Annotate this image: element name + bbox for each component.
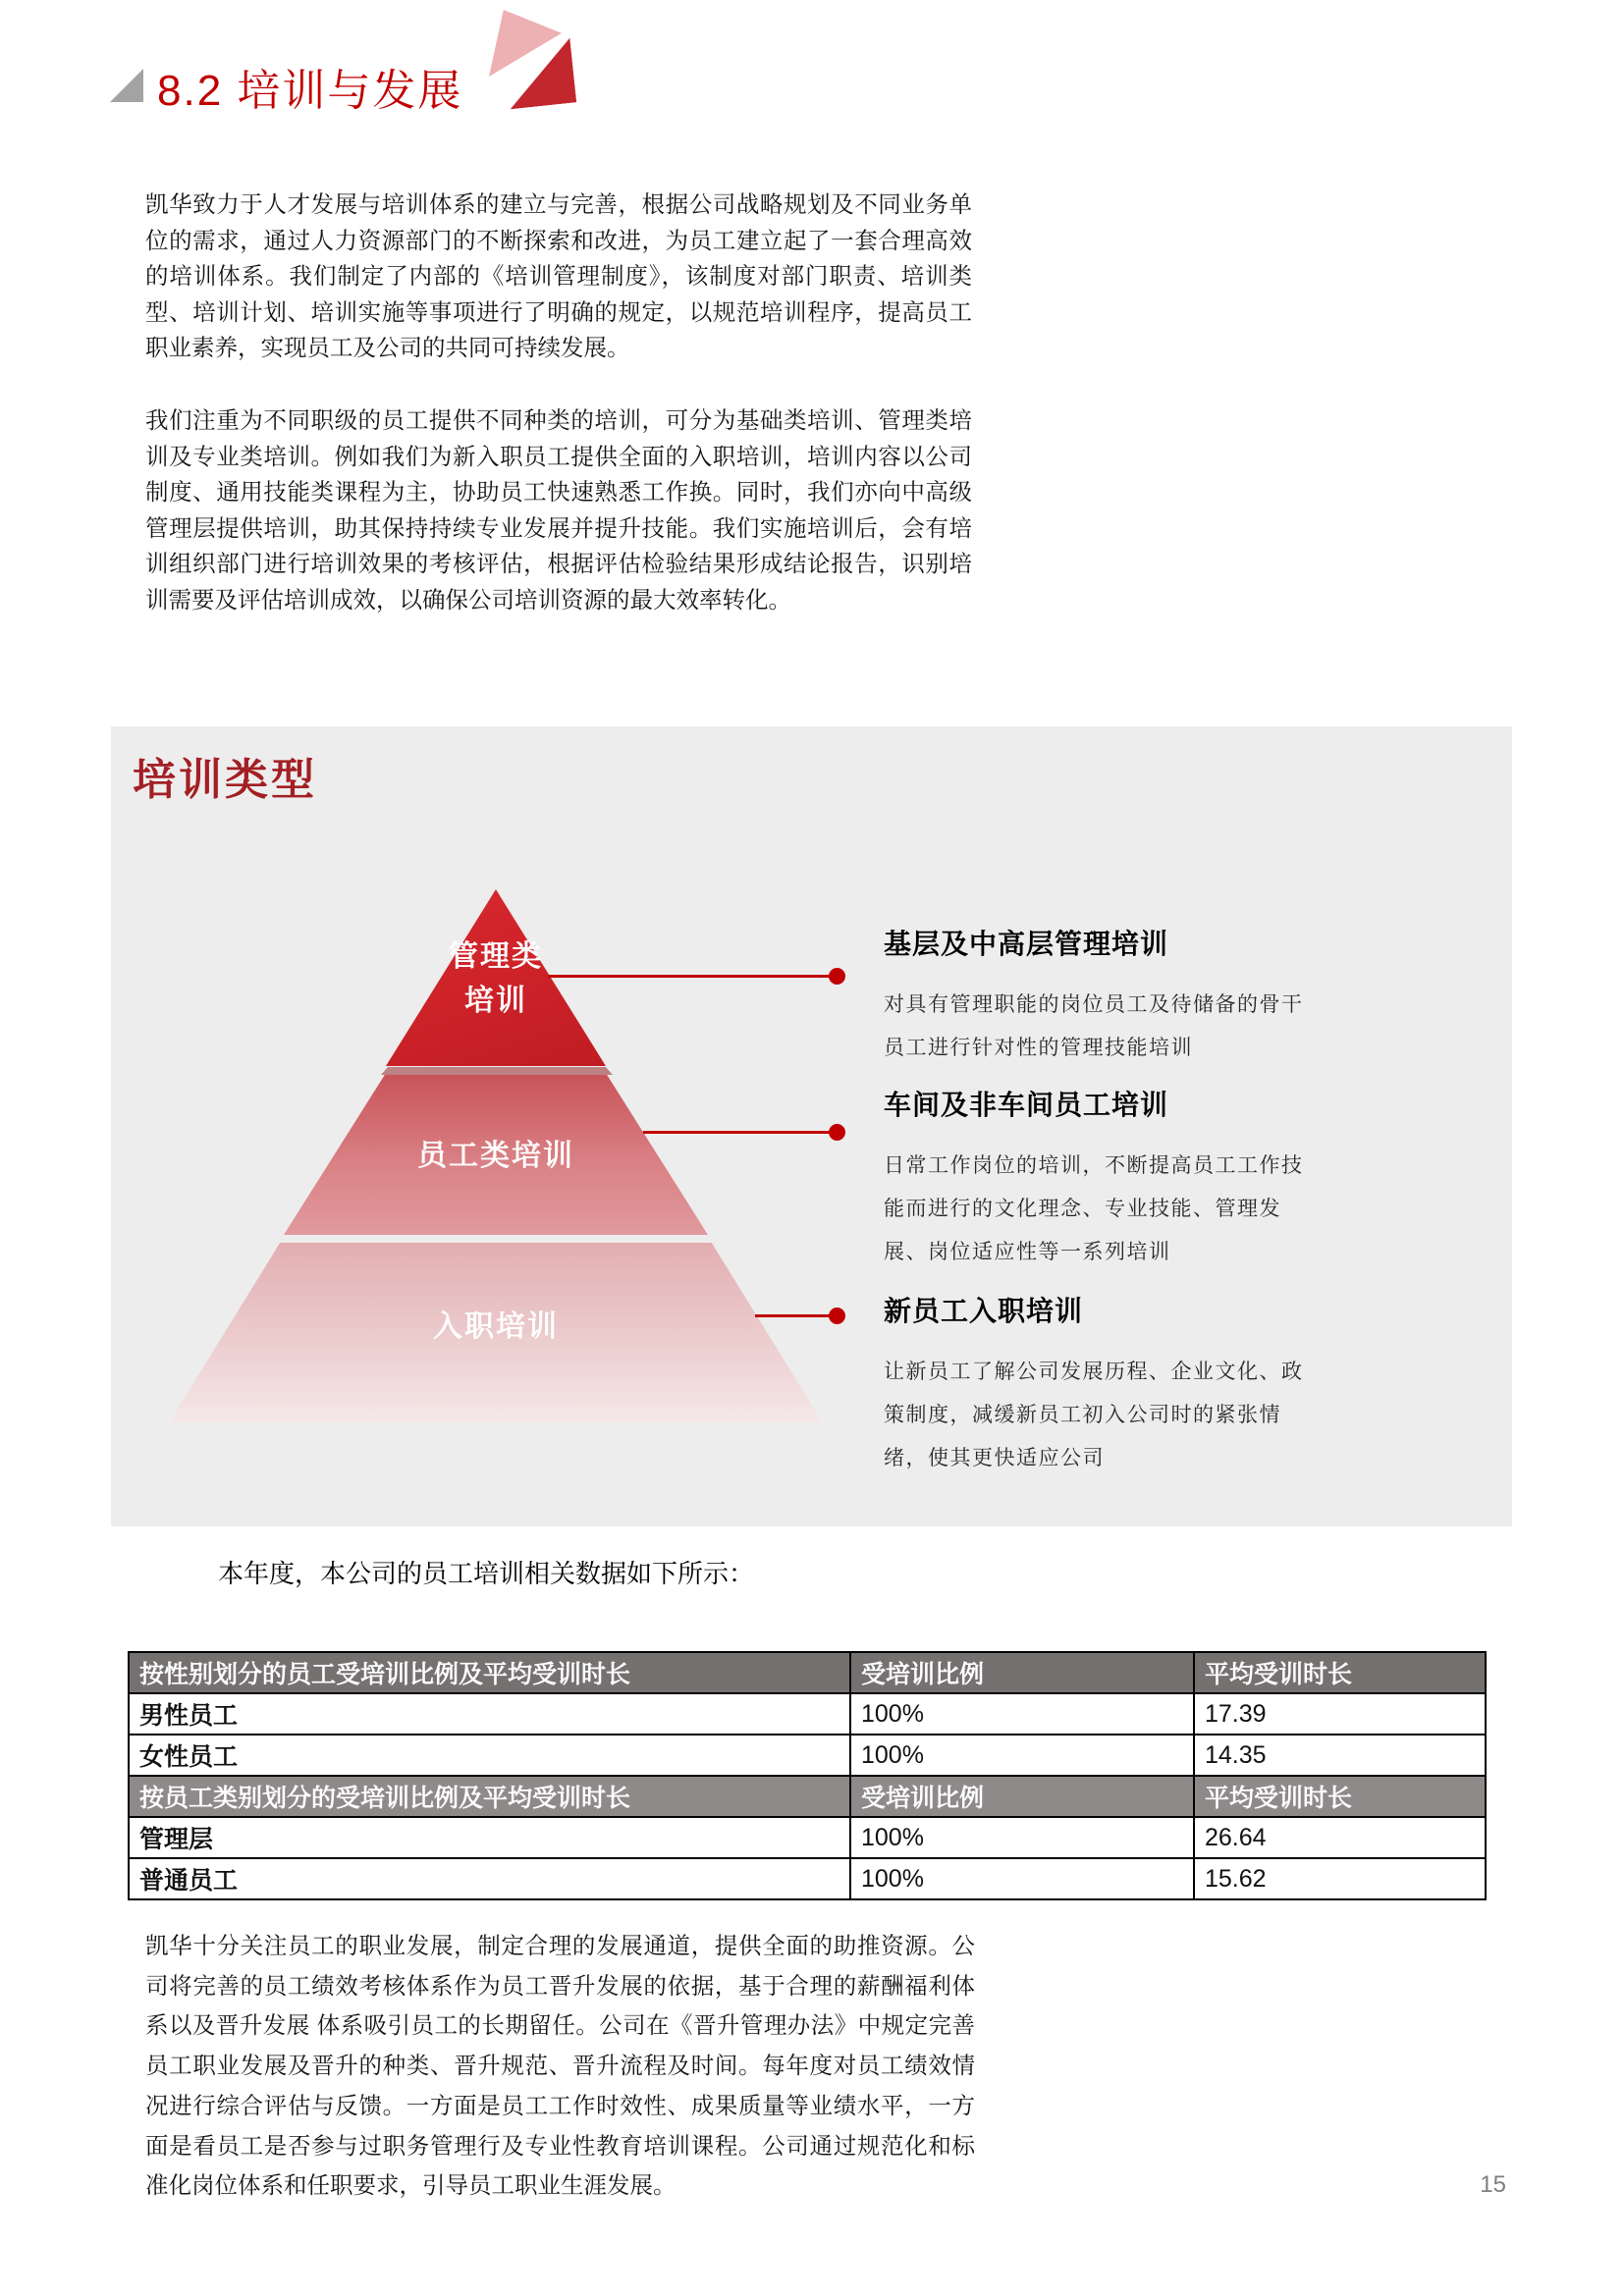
table-cell-value: 15.62 <box>1194 1858 1486 1899</box>
description-heading-onboarding: 新员工入职培训 <box>884 1296 1084 1326</box>
description-body-onboarding: 让新员工了解公司发展历程、企业文化、政策制度，减缓新员工初入公司时的紧张情绪，使其更快适应公司 <box>884 1361 1304 1469</box>
pyramid-label-management: 管理类培训 <box>449 940 543 1017</box>
description-body-staff: 日常工作岗位的培训，不断提高员工工作技能而进行的文化理念、专业技能、管理发展、岗位适应性等一系列培训 <box>884 1154 1304 1263</box>
table-cell-label: 管理层 <box>129 1817 850 1858</box>
table-cell-value: 14.35 <box>1194 1735 1486 1776</box>
training-types-title: 培训类型 <box>133 756 317 804</box>
table-row-regular <box>129 1858 1486 1899</box>
connector-dot-2-icon <box>829 1124 845 1141</box>
table-header-cell: 平均受训时长 <box>1194 1776 1486 1817</box>
closing-paragraph: 凯华十分关注员工的职业发展，制定合理的发展通道，提供全面的助推资源。公司将完善的员工绩效考核体系作为员工晋升发展的依据，基于合理的薪酬福利体系以及晋升发展 体系吸引员工的长期留任。公司在《晋升管理办法》中规定完善员工职业发展及晋升的种类、晋升规范、晋升流程及时间。每年度对员工绩效情况进行综合评估与反馈。一方面是员工工作时效性、成果质量等业绩水平，一方面是看员工是否参与过职务管理行及专业性教育培训课程。公司通过规范化和标准化岗位体系和任职要求，引导员工职业生涯发展。 <box>145 1933 975 2199</box>
table-cell-value: 26.64 <box>1194 1817 1486 1858</box>
table-header-row-gender <box>129 1652 1486 1693</box>
description-body-management: 对具有管理职能的岗位员工及待储备的骨干员工进行针对性的管理技能培训 <box>884 993 1304 1059</box>
data-intro-text: 本年度，本公司的员工培训相关数据如下所示： <box>218 1559 755 1588</box>
table-cell-value: 100% <box>850 1693 1194 1735</box>
description-block-management <box>884 923 1345 1070</box>
table-cell-label: 男性员工 <box>129 1693 850 1735</box>
description-heading-staff: 车间及非车间员工培训 <box>884 1090 1169 1120</box>
table-header-cell: 受培训比例 <box>850 1652 1194 1693</box>
table-row-management <box>129 1817 1486 1858</box>
connector-dot-1-icon <box>829 968 845 985</box>
pyramid-top-shadow <box>381 1067 613 1075</box>
table-header-cell: 受培训比例 <box>850 1776 1194 1817</box>
table-header-row-category <box>129 1776 1486 1817</box>
table-cell-value: 17.39 <box>1194 1693 1486 1735</box>
connector-line-2 <box>643 1131 837 1134</box>
training-data-table <box>128 1651 1487 1900</box>
table-header-cell: 平均受训时长 <box>1194 1652 1486 1693</box>
table-header-cell: 按性别划分的员工受培训比例及平均受训时长 <box>129 1652 850 1693</box>
table-row-female <box>129 1735 1486 1776</box>
training-types-panel <box>111 726 1512 1526</box>
connector-line-1 <box>548 975 837 978</box>
pyramid-label-onboarding: 入职培训 <box>433 1310 559 1343</box>
table-row-male <box>129 1693 1486 1735</box>
table-cell-label: 普通员工 <box>129 1858 850 1899</box>
table-cell-value: 100% <box>850 1735 1194 1776</box>
pyramid-label-staff: 员工类培训 <box>417 1140 574 1172</box>
table-cell-label: 女性员工 <box>129 1735 850 1776</box>
header-triangle-gray-icon <box>110 69 143 102</box>
section-title: 8.2 培训与发展 <box>157 67 463 115</box>
description-block-staff <box>884 1084 1345 1274</box>
intro-paragraph-2: 我们注重为不同职级的员工提供不同种类的培训，可分为基础类培训、管理类培训及专业类培训。例如我们为新入职员工提供全面的入职培训，培训内容以公司制度、通用技能类课程为主，协助员工快速熟悉工作换。同时，我们亦向中高级管理层提供培训，助其保持持续专业发展并提升技能。我们实施培训后，会有培训组织部门进行培训效果的考核评估，根据评估检验结果形成结论报告，识别培训需要及评估培训成效，以确保公司培训资源的最大效率转化。 <box>145 407 972 613</box>
connector-line-3 <box>755 1314 837 1317</box>
intro-paragraph-1: 凯华致力于人才发展与培训体系的建立与完善，根据公司战略规划及不同业务单位的需求，通过人力资源部门的不断探索和改进，为员工建立起了一套合理高效的培训体系。我们制定了内部的《培训管理制度》，该制度对部门职责、培训类型、培训计划、培训实施等事项进行了明确的规定，以规范培训程序，提高员工职业素养，实现员工及公司的共同可持续发展。 <box>145 191 972 361</box>
description-block-onboarding <box>884 1290 1345 1480</box>
page-number: 15 <box>1480 2171 1506 2198</box>
table-header-cell: 按员工类别划分的受培训比例及平均受训时长 <box>129 1776 850 1817</box>
table-cell-value: 100% <box>850 1858 1194 1899</box>
description-heading-management: 基层及中高层管理培训 <box>884 929 1169 959</box>
table-cell-value: 100% <box>850 1817 1194 1858</box>
connector-dot-3-icon <box>829 1308 845 1324</box>
